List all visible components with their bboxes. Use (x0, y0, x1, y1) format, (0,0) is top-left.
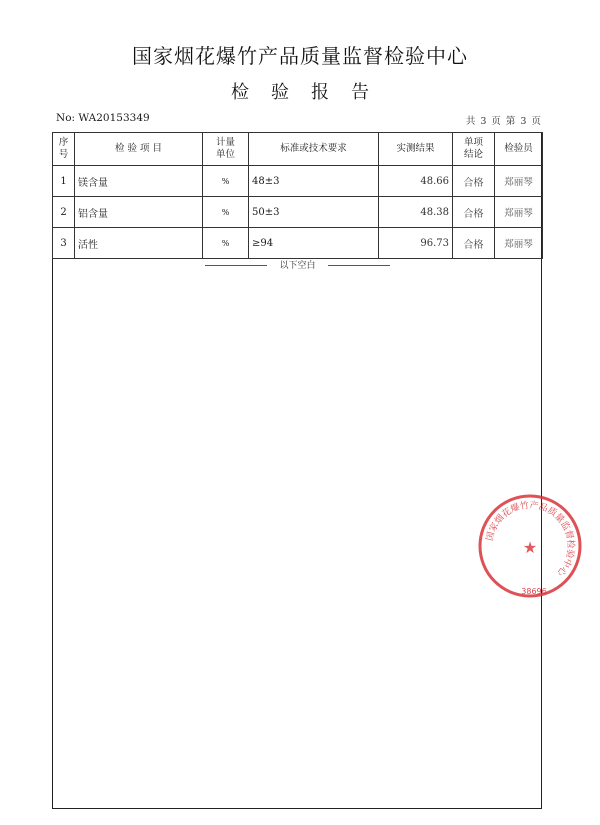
row-item: 活性 (75, 228, 203, 259)
page-indicator: 共 3 页 第 3 页 (465, 116, 542, 127)
row-standard: ≥94 (249, 228, 379, 259)
header-index: 序 号 (53, 133, 75, 166)
table-header-row (53, 133, 543, 166)
row-measured: 96.73 (379, 228, 453, 259)
document-title: 检验报告 (231, 82, 391, 103)
row-standard: 48±3 (249, 166, 379, 197)
row-conclusion: 合格 (453, 166, 495, 197)
results-table (52, 132, 543, 259)
row-conclusion: 合格 (453, 197, 495, 228)
table-row (53, 228, 543, 259)
blank-below-note (205, 258, 390, 271)
seal-ring-text: 国家烟花爆竹产品质量监督检验中心 (485, 500, 576, 578)
header-standard: 标准或技术要求 (249, 133, 379, 166)
table-row (53, 197, 543, 228)
header-unit: 计量 单位 (203, 133, 249, 166)
row-measured: 48.66 (379, 166, 453, 197)
row-index: 1 (53, 166, 75, 197)
blank-rule-left (205, 265, 267, 266)
header-measured: 实测结果 (379, 133, 453, 166)
row-item: 铝含量 (75, 197, 203, 228)
official-seal-stamp (474, 490, 586, 602)
row-index: 3 (53, 228, 75, 259)
row-unit: % (203, 228, 249, 259)
row-unit: % (203, 197, 249, 228)
row-inspector: 郑丽琴 (495, 166, 543, 197)
table-row (53, 166, 543, 197)
row-conclusion: 合格 (453, 228, 495, 259)
header-item: 检 验 项 目 (75, 133, 203, 166)
row-index: 2 (53, 197, 75, 228)
row-inspector: 郑丽琴 (495, 197, 543, 228)
row-standard: 50±3 (249, 197, 379, 228)
blank-note-text: 以下空白 (275, 261, 319, 271)
header-conclusion: 单项 结论 (453, 133, 495, 166)
row-item: 镁含量 (75, 166, 203, 197)
seal-number: 38696 (521, 587, 547, 596)
report-number: No: WA20153349 (56, 112, 150, 124)
row-inspector: 郑丽琴 (495, 228, 543, 259)
row-unit: % (203, 166, 249, 197)
blank-rule-right (328, 265, 390, 266)
row-measured: 48.38 (379, 197, 453, 228)
seal-star-icon: ★ (522, 538, 538, 557)
organization-title: 国家烟花爆竹产品质量监督检验中心 (132, 44, 468, 68)
header-inspector: 检验员 (495, 133, 543, 166)
